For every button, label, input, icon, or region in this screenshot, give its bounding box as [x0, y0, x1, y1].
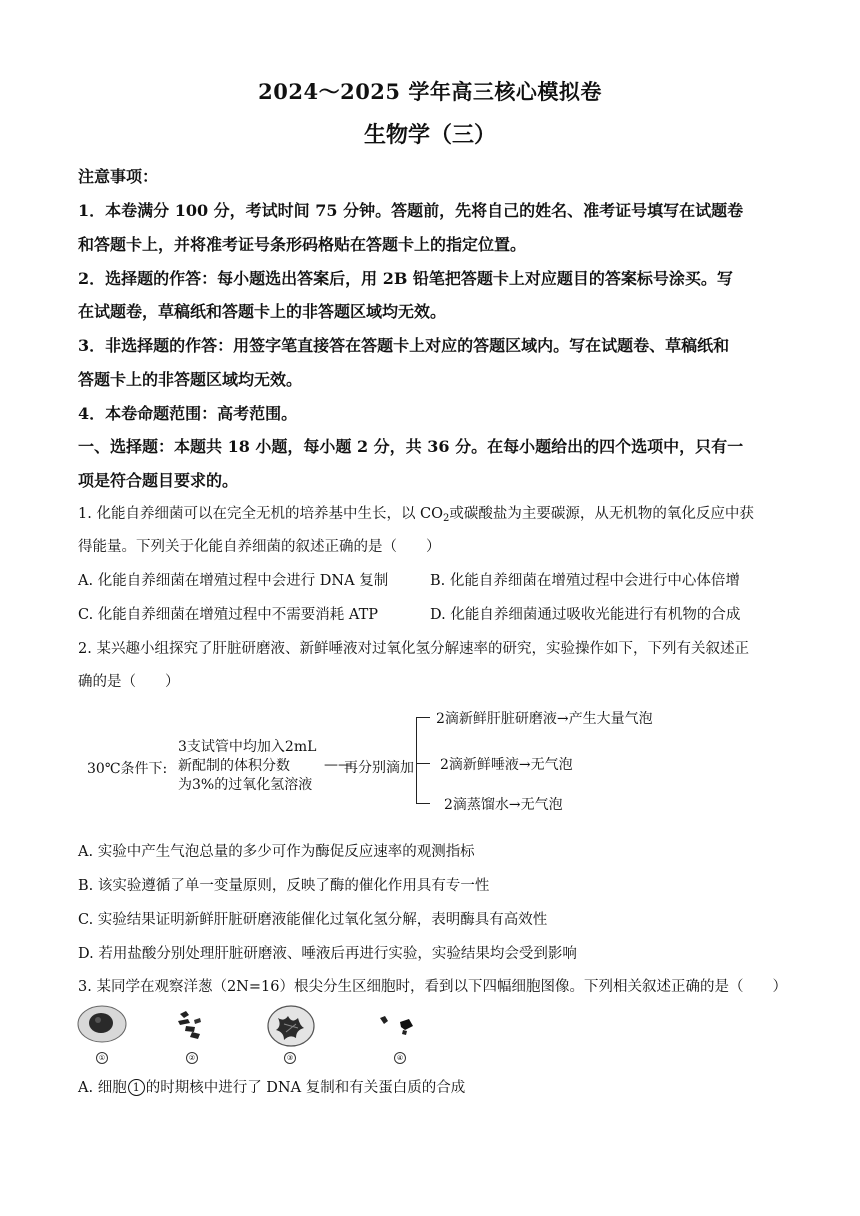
- circled-number: 1: [128, 1079, 145, 1096]
- exam-subtitle: 生物学（三）: [363, 122, 496, 148]
- cell-image-anaphase: [374, 1008, 420, 1044]
- cell-label: ①: [96, 1052, 108, 1064]
- notice-line: 答题卡上的非答题区域均无效。: [78, 370, 303, 389]
- cell-image-prophase: [266, 1004, 316, 1050]
- cell-label: ③: [284, 1052, 296, 1064]
- cell-image-interphase: [76, 1004, 128, 1048]
- bracket-mid: [416, 763, 430, 764]
- notice-line: 4．本卷命题范围：高考范围。: [78, 404, 298, 423]
- diagram-setup: 新配制的体积分数: [178, 758, 290, 774]
- bracket-vertical: [416, 717, 417, 803]
- q1-stem-cont: 得能量。下列关于化能自养细菌的叙述正确的是（ ）: [78, 539, 441, 555]
- diagram-branch: 2滴新鲜唾液→无气泡: [440, 757, 573, 773]
- bracket-bottom: [416, 803, 430, 804]
- diagram-dash: ——: [324, 757, 352, 773]
- q1-option-a: A. 化能自养细菌在增殖过程中会进行 DNA 复制: [78, 573, 389, 589]
- q3-stem: 3. 某同学在观察洋葱（2N=16）根尖分生区细胞时，看到以下四幅细胞图像。下列相关叙述正确的是（ ）: [78, 979, 787, 995]
- cell-images: [76, 1004, 436, 1070]
- q2-stem-cont: 确的是（ ）: [78, 674, 180, 690]
- cell-label: ④: [394, 1052, 406, 1064]
- q2-option-b: B. 该实验遵循了单一变量原则，反映了酶的催化作用具有专一性: [78, 878, 490, 894]
- q2-option-a: A. 实验中产生气泡总量的多少可作为酶促反应速率的观测指标: [78, 844, 475, 860]
- diagram-action: 再分别滴加: [344, 760, 414, 776]
- notice-line: 和答题卡上，并将准考证号条形码格贴在答题卡上的指定位置。: [78, 235, 527, 254]
- experiment-diagram: [80, 705, 653, 825]
- cell-image-metaphase: [172, 1008, 212, 1044]
- q2-stem: 2. 某兴趣小组探究了肝脏研磨液、新鲜唾液对过氧化氢分解速率的研究，实验操作如下，下列有关叙述正: [78, 641, 749, 657]
- diagram-setup: 为3%的过氧化氢溶液: [178, 777, 313, 793]
- notice-line: 2．选择题的作答：每小题选出答案后，用 2B 铅笔把答题卡上对应题目的答案标号涂买。写: [78, 269, 733, 288]
- bracket-top: [416, 717, 430, 718]
- section-heading: 一、选择题：本题共 18 小题，每小题 2 分，共 36 分。在每小题给出的四个选项中，只有一: [78, 437, 744, 456]
- q2-option-d: D. 若用盐酸分别处理肝脏研磨液、唾液后再进行实验，实验结果均会受到影响: [78, 946, 577, 962]
- exam-title: 2024～2025 学年高三核心模拟卷: [258, 79, 602, 104]
- diagram-branch: 2滴蒸馏水→无气泡: [444, 797, 563, 813]
- notice-line: 3．非选择题的作答：用签字笔直接答在答题卡上对应的答题区域内。写在试题卷、草稿纸和: [78, 336, 730, 355]
- q1-option-d: D. 化能自养细菌通过吸收光能进行有机物的合成: [430, 607, 741, 623]
- notice-heading: 注意事项：: [78, 167, 159, 186]
- diagram-condition: 30℃条件下:: [87, 761, 168, 777]
- q1-stem: 1. 化能自养细菌可以在完全无机的培养基中生长，以 $CO_2$或碳酸盐为主要碳源，从无机物的氧化反应中获: [78, 506, 754, 524]
- q2-option-c: C. 实验结果证明新鲜肝脏研磨液能催化过氧化氢分解，表明酶具有高效性: [78, 912, 548, 928]
- q1-option-b: B. 化能自养细菌在增殖过程中会进行中心体倍增: [430, 573, 740, 589]
- q3-option-a: A. 细胞 1 的时期核中进行了 DNA 复制和有关蛋白质的合成: [78, 1080, 466, 1096]
- section-heading-cont: 项是符合题目要求的。: [78, 471, 239, 490]
- diagram-branch: 2滴新鲜肝脏研磨液→产生大量气泡: [436, 711, 653, 727]
- q1-option-c: C. 化能自养细菌在增殖过程中不需要消耗 ATP: [78, 607, 379, 623]
- diagram-setup: 3支试管中均加入2mL: [178, 739, 317, 755]
- notice-line: 在试题卷，草稿纸和答题卡上的非答题区域均无效。: [78, 302, 447, 321]
- notice-line: 1．本卷满分 100 分，考试时间 75 分钟。答题前，先将自己的姓名、准考证号填写在试题卷: [78, 201, 744, 220]
- cell-label: ②: [186, 1052, 198, 1064]
